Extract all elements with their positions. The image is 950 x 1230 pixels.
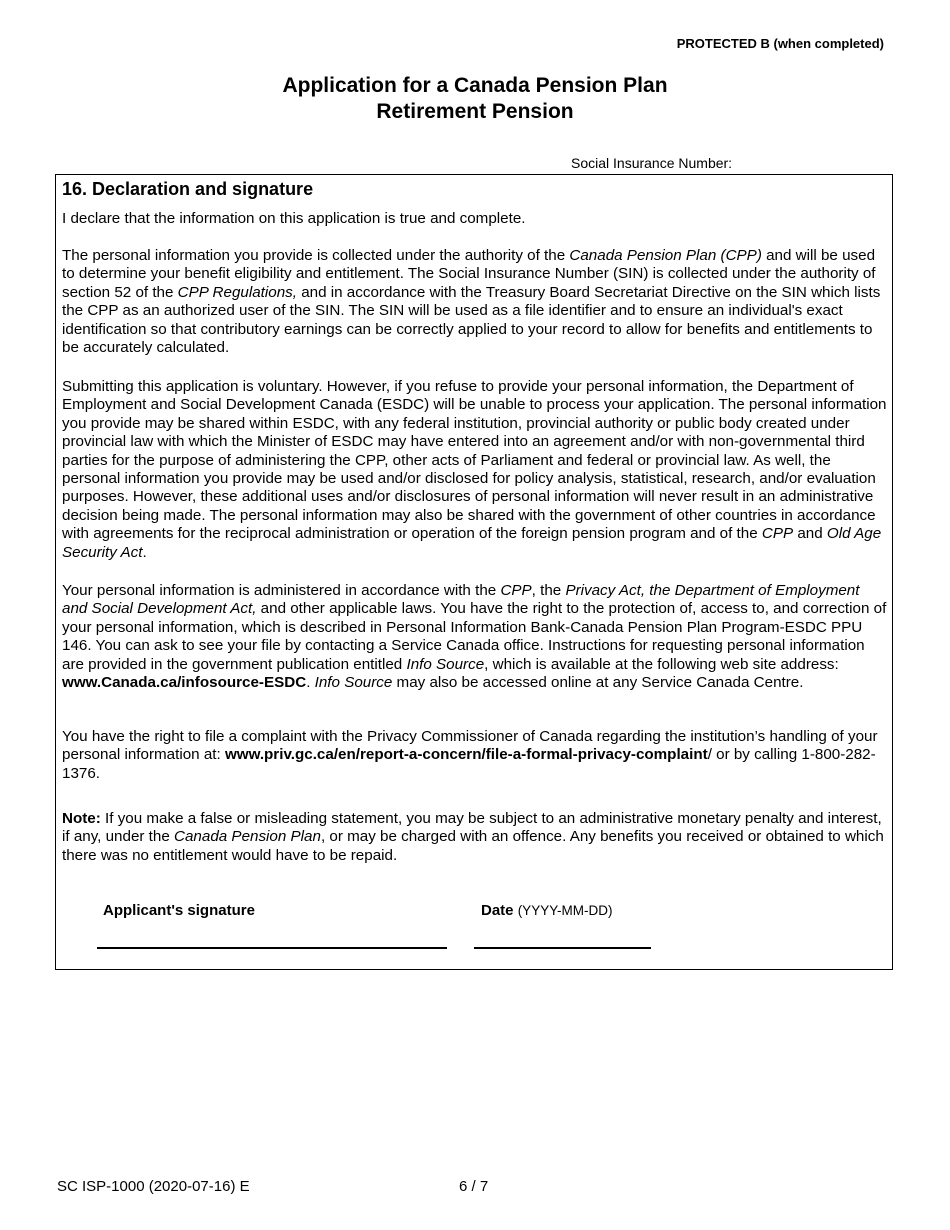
protected-label: PROTECTED B (when completed) <box>676 36 884 51</box>
page-number: 6 / 7 <box>459 1178 489 1195</box>
title-line-2: Retirement Pension <box>376 100 574 123</box>
privacy-complaint-link[interactable]: www.priv.gc.ca/en/report-a-concern/file-a-formal-privacy-complaint <box>224 746 708 764</box>
title-line-1: Application for a Canada Pension Plan <box>282 74 668 97</box>
declaration-section <box>55 174 893 970</box>
date-label: Date (YYYY-MM-DD) <box>481 902 613 919</box>
privacy-paragraph-collection: The personal information you provide is collected under the authority of the Canada Pension Plan (CPP) and will be used to determine your benefit eligibility and entitlement. The Social Insurance Number (SIN) is collected under the authority of section 52 of the CPP Regulations, and in accordance with the Treasury Board Secretariat Directive on the SIN which lists the CPP as an authorized user of the SIN. The SIN will be used as a file identifier and to ensure an individual's exact identification so that contributory earnings can be correctly applied to your record to allow for benefits and entitlements to be accurately calculated. <box>62 247 881 357</box>
form-code: SC ISP-1000 (2020-07-16) E <box>57 1178 250 1195</box>
page-title <box>0 73 950 125</box>
declaration-statement: I declare that the information on this application is true and complete. <box>62 210 526 227</box>
privacy-paragraph-administration: Your personal information is administered in accordance with the CPP, the Privacy Act, the Department of Employment and Social Development Act, and other applicable laws. You have the right to the protection of, access to, and correction of your personal information, which is described in Personal Information Bank-Canada Pension Plan Program-ESDC PPU 146. You can ask to see your file by contacting a Service Canada office. Instructions for requesting personal information are provided in the government publication entitled Info Source, which is available at the following web site address: www.Canada.ca/infosource-ESDC. Info Source may also be accessed online at any Service Canada Centre. <box>62 582 887 692</box>
signature-label: Applicant's signature <box>103 902 255 919</box>
infosource-link[interactable]: www.Canada.ca/infosource-ESDC <box>62 674 307 692</box>
privacy-paragraph-voluntary: Submitting this application is voluntary. However, if you refuse to provide your personal information, the Department of Employment and Social Development Canada (ESDC) will be unable to process your application. The personal information you provide may be shared within ESDC, with any federal institution, provincial authority or public body created under provincial law with which the Minister of ESDC may have entered into an agreement and/or with non-governmental third parties for the purpose of administering the CPP, other acts of Parliament and federal or provincial law. As well, the personal information you provide may be used and/or disclosed for policy analysis, statistical, research, and/or evaluation purposes. However, these additional uses and/or disclosures of personal information will never result in an administrative decision being made. The personal information may also be shared with the government of other countries in accordance with agreements for the reciprocal administration or operation of the foreign pension program and of the CPP and Old Age Security Act. <box>62 378 887 561</box>
date-line[interactable] <box>474 947 651 949</box>
section-title: 16. Declaration and signature <box>62 179 314 199</box>
signature-line[interactable] <box>97 947 447 949</box>
sin-label: Social Insurance Number: <box>571 155 733 171</box>
note-paragraph: Note: If you make a false or misleading statement, you may be subject to an administrative monetary penalty and interest, if any, under the Canada Pension Plan, or may be charged with an offence. Any benefits you received or obtained to which there was no entitlement would have to be repaid. <box>62 810 884 864</box>
date-format-hint: (YYYY-MM-DD) <box>517 903 613 918</box>
privacy-paragraph-complaint: You have the right to file a complaint with the Privacy Commissioner of Canada regarding the institution’s handling of your personal information at: www.priv.gc.ca/en/report-a-concern/file-a-formal-privacy-complaint/ or by calling 1-800-282-1376. <box>62 728 878 782</box>
